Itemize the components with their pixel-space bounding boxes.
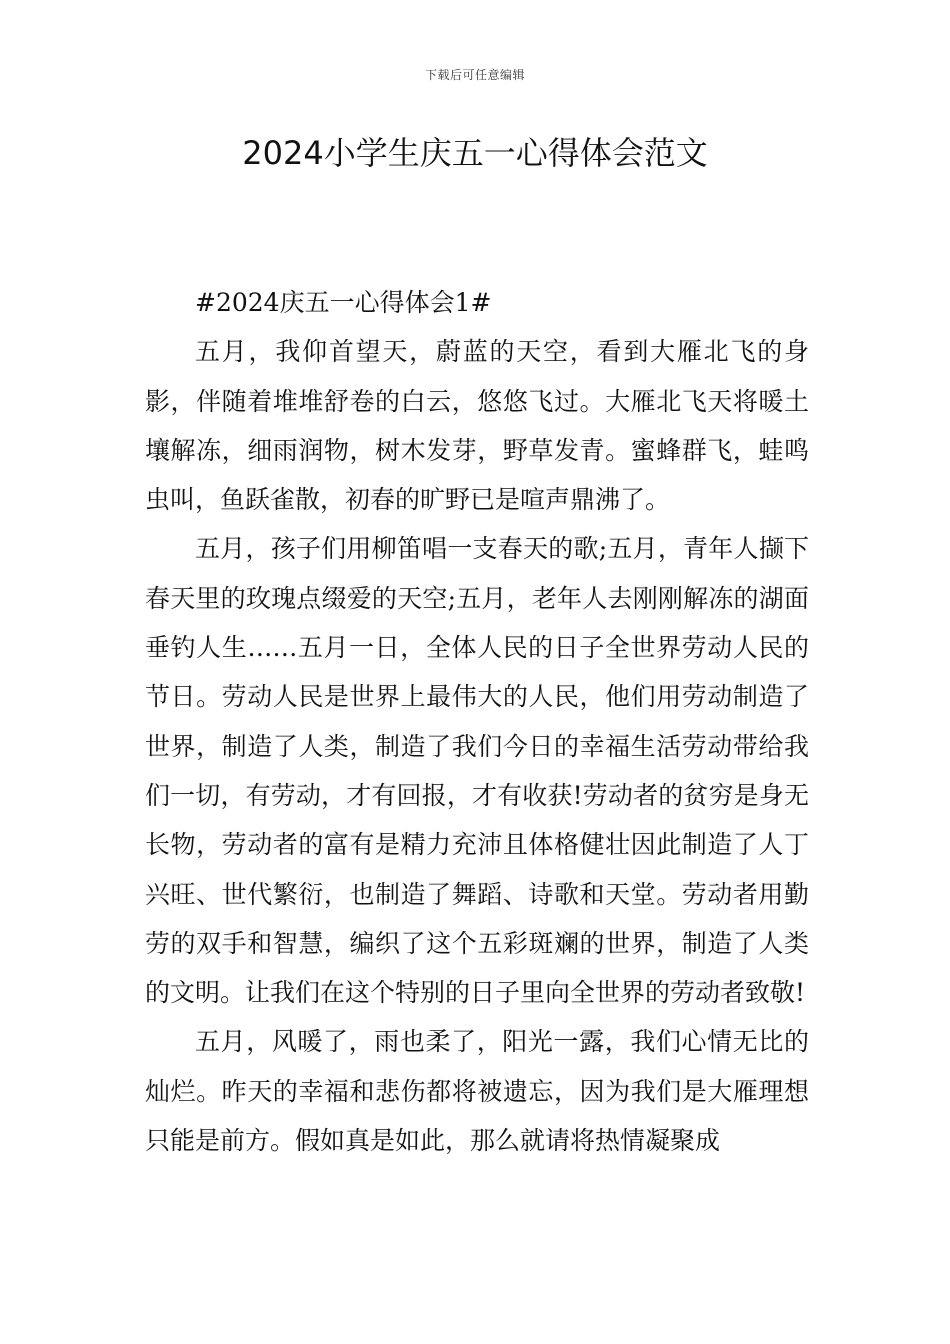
header-note: 下载后可任意编辑 (424, 68, 525, 82)
document-title: 2024小学生庆五一心得体会范文 (242, 134, 708, 172)
section-heading: #2024庆五一心得体会1# (195, 288, 492, 317)
paragraph: 五月，我仰首望天，蔚蓝的天空，看到大雁北飞的身影，伴随着堆堆舒卷的白云，悠悠飞过。大雁北飞天将暖土壤解冻，细雨润物，树木发芽，野草发青。蜜蜂群飞，蛙鸣虫叫，鱼跃雀散，初春的旷野已是喧声鼎沸了。 (145, 337, 809, 515)
paragraph: 五月，风暖了，雨也柔了，阳光一露，我们心情无比的灿烂。昨天的幸福和悲伤都将被遗忘，因为我们是大雁理想只能是前方。假如真是如此，那么就请将热情凝聚成 (145, 1027, 809, 1156)
document-body (145, 278, 809, 1165)
paragraph: 五月，孩子们用柳笛唱一支春天的歌;五月，青年人撷下春天里的玫瑰点缀爱的天空;五月，老年人去刚刚解冻的湖面垂钓人生……五月一日，全体人民的日子全世界劳动人民的节日。劳动人民是世界上最伟大的人民，他们用劳动制造了世界，制造了人类，制造了我们今日的幸福生活劳动带给我们一切，有劳动，才有回报，才有收获!劳动者的贫穷是身无长物，劳动者的富有是精力充沛且体格健壮因此制造了人丁兴旺、世代繁衍，也制造了舞蹈、诗歌和天堂。劳动者用勤劳的双手和智慧，编织了这个五彩斑斓的世界，制造了人类的文明。让我们在这个特别的日子里向全世界的劳动者致敬! (145, 534, 809, 1008)
